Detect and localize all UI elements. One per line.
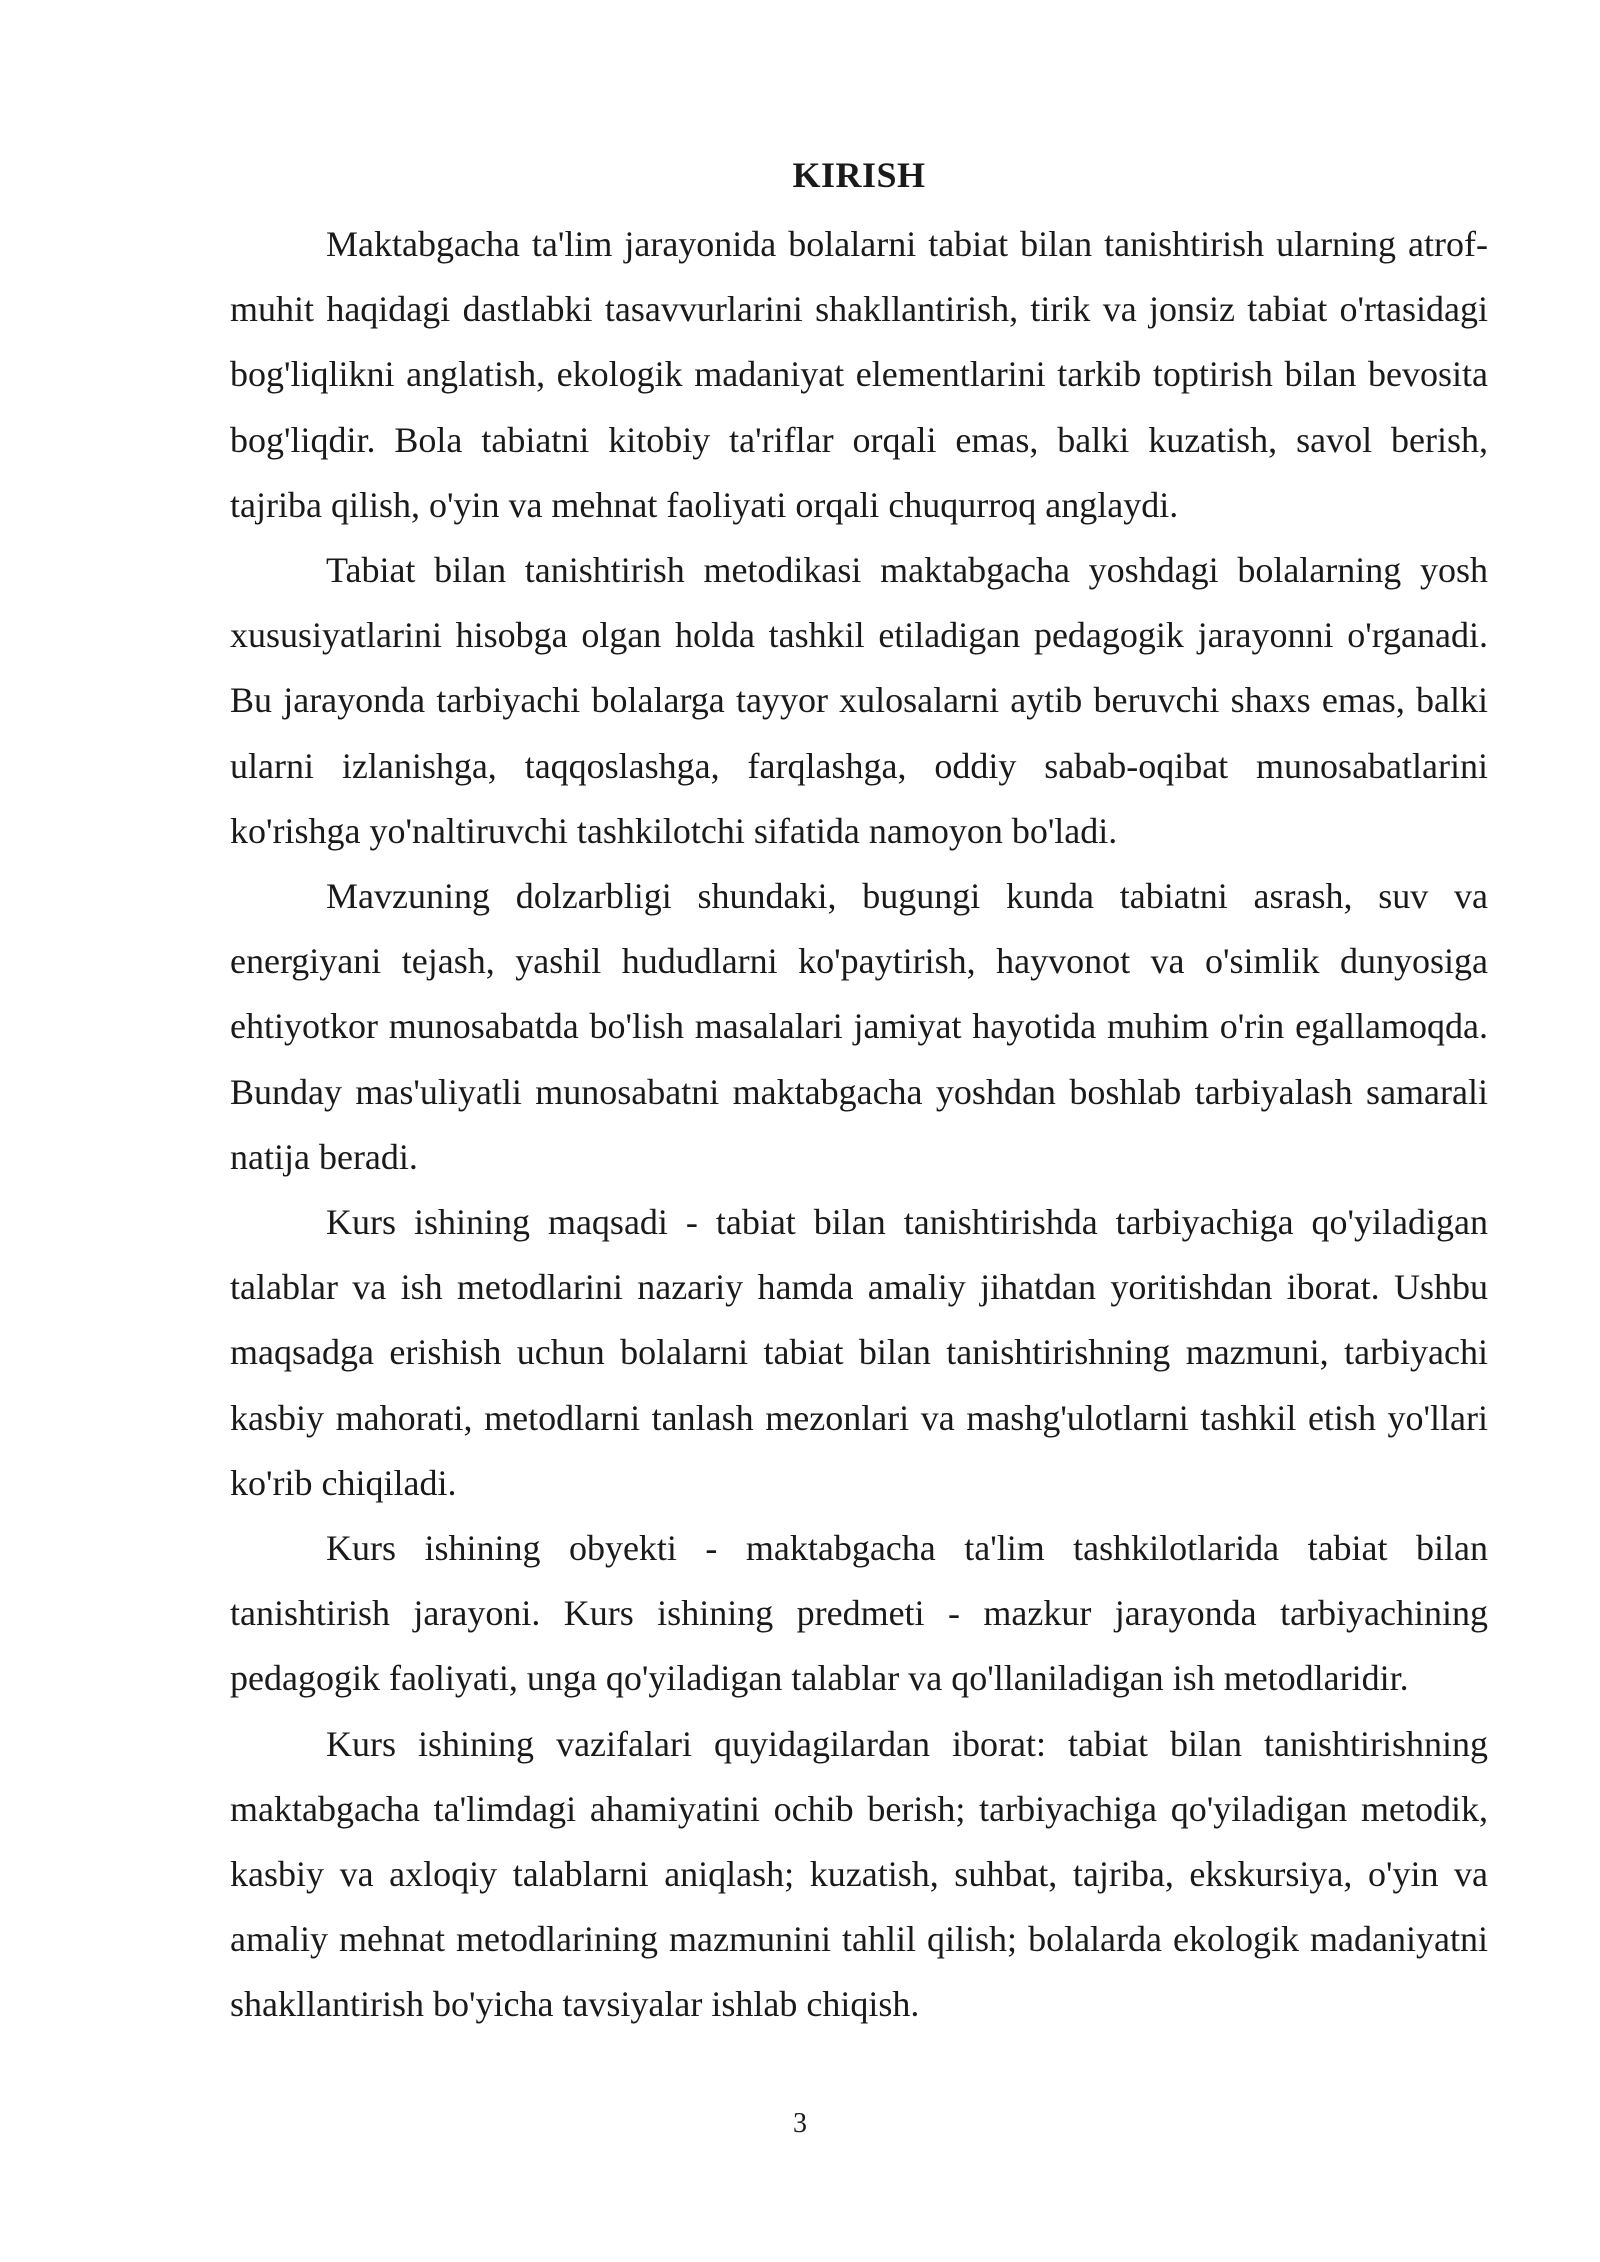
page-content — [230, 148, 1488, 2038]
paragraph-intro: Maktabgacha ta'lim jarayonida bolalarni tabiat bilan tanishtirish ularning atrof-muhit haqidagi dastlabki tasavvurlarini shakllantirish, tirik va jonsiz tabiat o'rtasidagi bog'liqlikni anglatish, ekologik madaniyat elementlarini tarkib toptirish bilan bevosita bog'liqdir. Bola tabiatni kitobiy ta'riflar orqali emas, balki kuzatish, savol berish, tajriba qilish, o'yin va mehnat faoliyati orqali chuqurroq anglaydi. — [230, 224, 1488, 525]
paragraph-object-subject: Kurs ishining obyekti - maktabgacha ta'lim tashkilotlarida tabiat bilan tanishtirish jarayoni. Kurs ishining predmeti - mazkur jarayonda tarbiyachining pedagogik faoliyati, unga qo'yiladigan talablar va qo'llaniladigan ish metodlaridir. — [230, 1528, 1488, 1699]
paragraph-tasks: Kurs ishining vazifalari quyidagilardan iborat: tabiat bilan tanishtirishning maktabgacha ta'limdagi ahamiyatini ochib berish; tarbiyachiga qo'yiladigan metodik, kasbiy va axloqiy talablarni aniqlash; kuzatish, suhbat, tajriba, ekskursiya, o'yin va amaliy mehnat metodlarining mazmunini tahlil qilish; bolalarda ekologik madaniyatni shakllantirish bo'yicha tavsiyalar ishlab chiqish. — [230, 1723, 1488, 2025]
section-title: KIRISH — [792, 155, 926, 195]
paragraph-goal: Kurs ishining maqsadi - tabiat bilan tanishtirishda tarbiyachiga qo'yiladigan talablar va ish metodlarini nazariy hamda amaliy jihatdan yoritishdan iborat. Ushbu maqsadga erishish uchun bolalarni tabiat bilan tanishtirishning mazmuni, tarbiyachi kasbiy mahorati, metodlarni tanlash mezonlari va mashg'ulotlarni tashkil etish yo'llari ko'rib chiqiladi. — [230, 1202, 1488, 1503]
paragraph-relevance: Mavzuning dolzarbligi shundaki, bugungi kunda tabiatni asrash, suv va energiyani tejash, yashil hududlarni ko'paytirish, hayvonot va o'simlik dunyosiga ehtiyotkor munosabatda bo'lish masalalari jamiyat hayotida muhim o'rin egallamoqda. Bunday mas'uliyatli munosabatni maktabgacha yoshdan boshlab tarbiyalash samarali natija beradi. — [230, 876, 1488, 1177]
paragraph-methodology: Tabiat bilan tanishtirish metodikasi maktabgacha yoshdagi bolalarning yosh xususiyatlarini hisobga olgan holda tashkil etiladigan pedagogik jarayonni o'rganadi. Bu jarayonda tarbiyachi bolalarga tayyor xulosalarni aytib beruvchi shaxs emas, balki ularni izlanishga, taqqoslashga, farqlashga, oddiy sabab-oqibat munosabatlarini ko'rishga yo'naltiruvchi tashkilotchi sifatida namoyon bo'ladi. — [230, 550, 1488, 851]
page-number: 3 — [793, 2108, 807, 2139]
